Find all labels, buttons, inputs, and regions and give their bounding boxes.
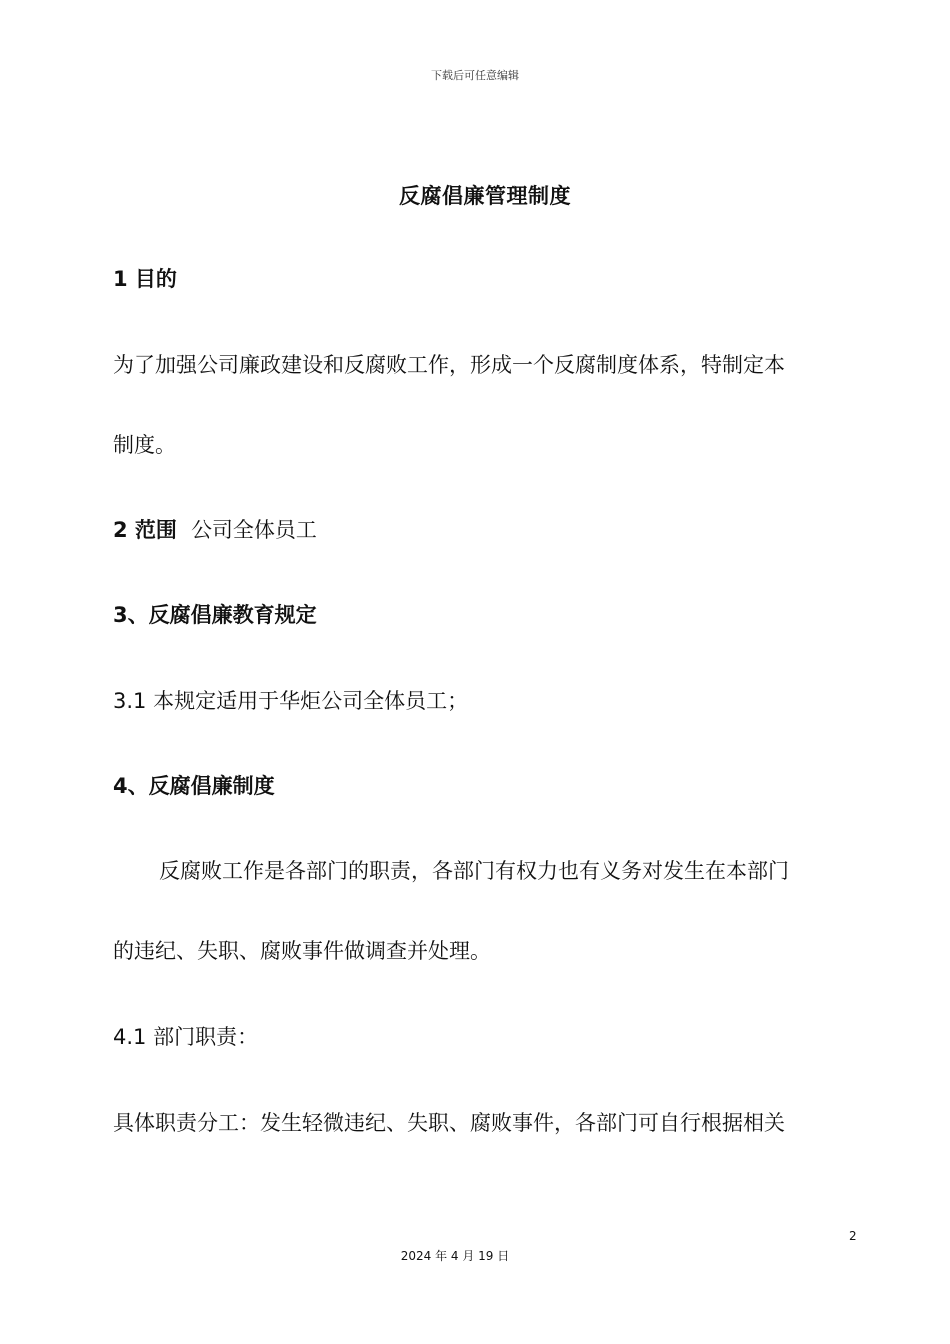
section-1-text-line-2: 制度。 bbox=[113, 433, 176, 457]
page-number: 2 bbox=[849, 1229, 857, 1243]
section-2-heading: 2 范围 bbox=[113, 518, 177, 542]
section-1-text-line-1: 为了加强公司廉政建设和反腐败工作，形成一个反腐制度体系，特制定本 bbox=[113, 353, 785, 377]
section-3-heading: 3、反腐倡廉教育规定 bbox=[113, 603, 317, 627]
document-title: 反腐倡廉管理制度 bbox=[399, 184, 571, 208]
section-4-1-heading: 4.1 部门职责： bbox=[113, 1025, 259, 1049]
footer-date: 2024 年 4 月 19 日 bbox=[400, 1249, 510, 1263]
section-4-heading: 4、反腐倡廉制度 bbox=[113, 774, 275, 798]
header-note: 下载后可任意编辑 bbox=[431, 69, 519, 82]
section-1-heading: 1 目的 bbox=[113, 267, 177, 291]
section-3-1-text: 3.1 本规定适用于华炬公司全体员工； bbox=[113, 689, 469, 713]
section-4-text-line-1: 反腐败工作是各部门的职责，各部门有权力也有义务对发生在本部门 bbox=[159, 859, 789, 883]
section-4-detail-text: 具体职责分工：发生轻微违纪、失职、腐败事件，各部门可自行根据相关 bbox=[113, 1111, 785, 1135]
section-2-text: 公司全体员工 bbox=[190, 518, 317, 542]
section-2-row bbox=[113, 515, 863, 545]
section-4-text-line-2: 的违纪、失职、腐败事件做调查并处理。 bbox=[113, 939, 491, 963]
